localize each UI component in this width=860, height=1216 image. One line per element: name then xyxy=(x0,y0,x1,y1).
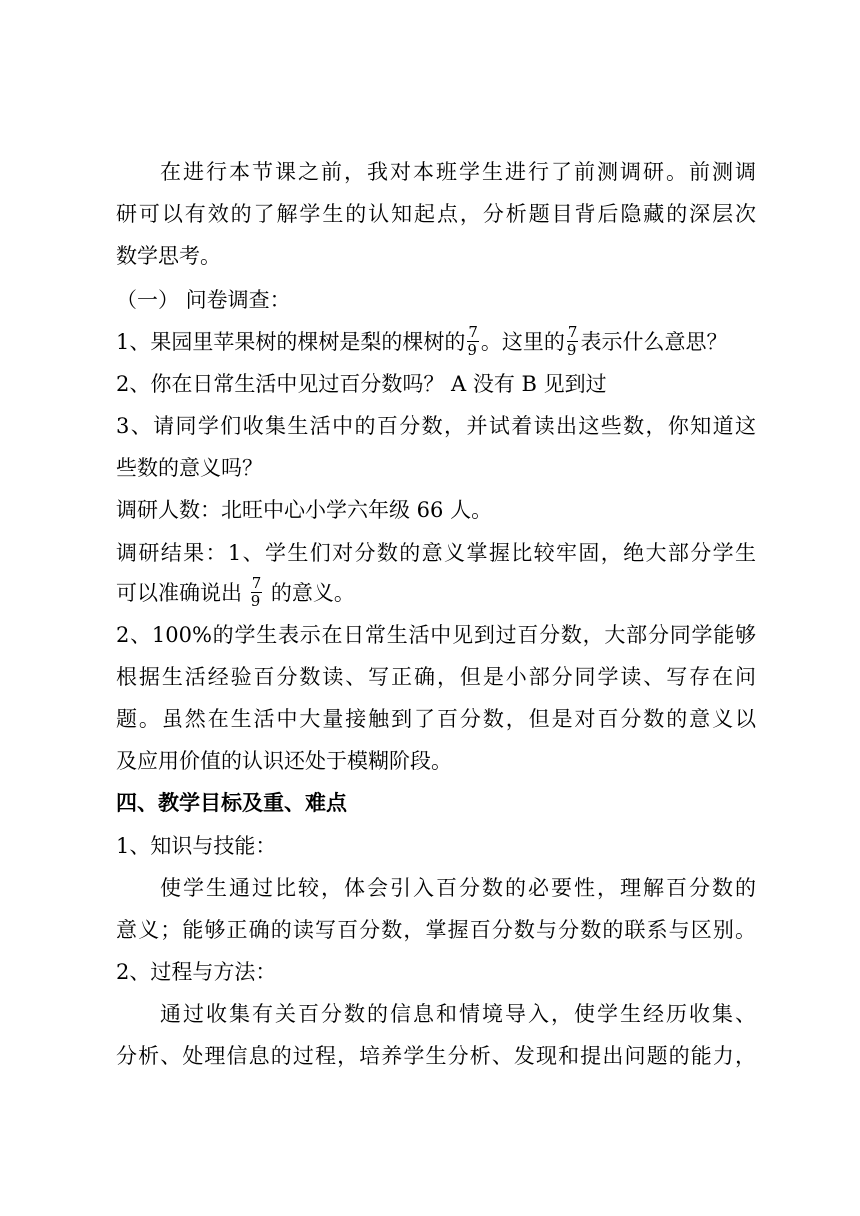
fraction-denominator: 9 xyxy=(250,592,261,610)
process-methods-line-2: 分析、处理信息的过程，培养学生分析、发现和提出问题的能力， xyxy=(116,1044,756,1068)
section-heading: 四、教学目标及重、难点 xyxy=(116,791,347,815)
survey-question-3-line-2: 些数的意义吗？ xyxy=(116,456,263,480)
fraction-numerator: 7 xyxy=(567,323,578,341)
knowledge-skills-line-2: 意义；能够正确的读写百分数，掌握百分数与分数的联系与区别。 xyxy=(116,918,756,942)
survey-question-1 xyxy=(116,325,756,359)
survey-question-3-line-1: 3、请同学们收集生活中的百分数，并试着读出这些数，你知道这 xyxy=(116,414,756,438)
fraction-seven-ninths xyxy=(567,325,579,358)
fraction-numerator: 7 xyxy=(468,323,478,341)
knowledge-skills-line-1: 使学生通过比较，体会引入百分数的必要性，理解百分数的 xyxy=(160,876,756,900)
knowledge-skills-title: 1、知识与技能： xyxy=(116,834,277,858)
survey-result2-line-4: 及应用价值的认识还处于模糊阶段。 xyxy=(116,749,452,773)
fraction-denominator: 9 xyxy=(566,341,577,359)
q1-text-b: 。这里的 xyxy=(480,330,565,354)
survey-title: （一） 问卷调查： xyxy=(116,288,291,312)
survey-count: 调研人数：北旺中心小学六年级 66 人。 xyxy=(116,498,493,522)
survey-result-line-1: 调研结果：1、学生们对分数的意义掌握比较牢固，绝大部分学生 xyxy=(116,541,756,565)
process-methods-line-1: 通过收集有关百分数的信息和情境导入，使学生经历收集、 xyxy=(160,1002,756,1026)
intro-paragraph-line-1: 在进行本节课之前，我对本班学生进行了前测调研。前测调 xyxy=(160,160,756,184)
intro-paragraph-line-3: 数学思考。 xyxy=(116,244,221,268)
fraction-seven-ninths xyxy=(251,576,263,609)
survey-result2-line-1: 2、100%的学生表示在日常生活中见到过百分数，大部分同学能够 xyxy=(116,623,756,647)
survey-question-2: 2、你在日常生活中见过百分数吗？ A 没有 B 见到过 xyxy=(116,372,607,396)
survey-result2-line-2: 根据生活经验百分数读、写正确，但是小部分同学读、写存在问 xyxy=(116,665,756,689)
fraction-seven-ninths xyxy=(467,325,479,358)
survey-result2-line-3: 题。虽然在生活中大量接触到了百分数，但是对百分数的意义以 xyxy=(116,707,756,731)
result-text-a: 可以准确说出 xyxy=(116,581,242,605)
fraction-denominator: 9 xyxy=(467,341,477,359)
intro-paragraph-line-2: 研可以有效的了解学生的认知起点，分析题目背后隐藏的深层次 xyxy=(116,202,756,226)
survey-result-line-2 xyxy=(116,576,756,610)
process-methods-title: 2、过程与方法： xyxy=(116,960,277,984)
q1-text-c: 表示什么意思？ xyxy=(580,330,728,354)
q1-text-a: 1、果园里苹果树的棵树是梨的棵树的 xyxy=(116,330,466,354)
result-text-b: 的意义。 xyxy=(270,581,355,605)
fraction-numerator: 7 xyxy=(251,574,262,592)
